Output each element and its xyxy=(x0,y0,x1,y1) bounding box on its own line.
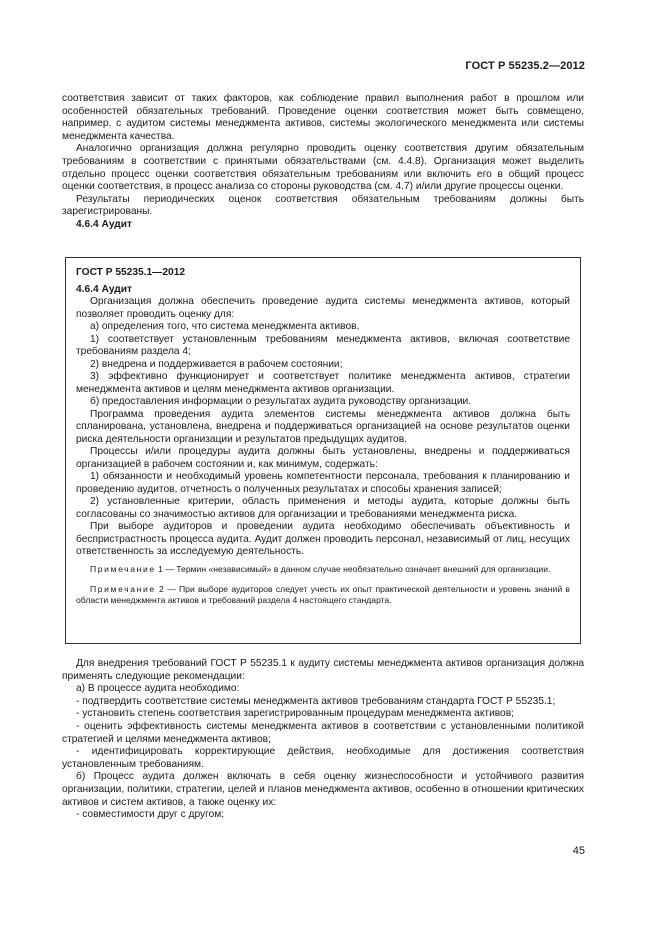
list-item: 2) внедрена и поддерживается в рабочем состоянии; xyxy=(90,358,343,370)
paragraph: соответствия зависит от таких факторов, как соблюдение правил выполнения работ в прошлом или особенностей обязательных требований. Проведение оценки соответствия может быть совмещено, например, с аудитом системы менеджмента активов, системы экологического менеджмента или системы менеджмента качества. xyxy=(62,93,584,142)
list-item: 2) установленные критерии, область применения и методы аудита, которые должны быть согласованы со значимостью активов для организации и требованиями менеджмента риска. xyxy=(76,496,570,520)
note xyxy=(76,584,570,607)
quoted-standard-title: ГОСТ Р 55235.1—2012 xyxy=(76,267,186,278)
list-item: а) определения того, что система менеджмента активов. xyxy=(90,321,360,332)
quoted-standard-box xyxy=(65,257,581,644)
note xyxy=(76,564,570,576)
bottom-text-block xyxy=(62,658,584,822)
note-text: 2 — При выборе аудиторов следует учесть их опыт практической деятельности и уровень знаний в области менеджмента активов и требований раздела 4 настоящего стандарта. xyxy=(76,583,570,606)
bullet-item: - идентифицировать корректирующие действия, необходимые для достижения соответствия установленным требованиям. xyxy=(62,746,584,770)
section-heading: 4.6.4 Аудит xyxy=(76,218,132,230)
bullet-item: - установить степень соответствия зарегистрированным процедурам менеджмента активов; xyxy=(76,708,514,720)
page-number: 45 xyxy=(572,845,585,857)
list-item: 1) обязанности и необходимый уровень компетентности персонала, требования к планированию и проведению аудитов, отчетность о полученных результатах и способы хранения записей; xyxy=(76,471,570,495)
paragraph: Программа проведения аудита элементов системы менеджмента активов должна быть спланирована, установлена, внедрена и поддерживаться организацией на основе результатов оценки риска деятельности организации и результатов предыдущих аудитов. xyxy=(76,408,570,445)
quoted-standard-content xyxy=(76,267,570,615)
paragraph: Аналогично организация должна регулярно проводить оценку соответствия другим обязательным требованиям в соответствии с принятыми обязательствами (см. 4.4.8). Организация может выделить отдельно процесс оценки соответствия обязательным требованиям или включить его в общий процесс оценки соответствия, в процесс анализа со стороны руководства (см. 4.7) и/или другие процессы оценки. xyxy=(62,143,584,193)
note-label: Примечание xyxy=(90,583,156,594)
note-label: Примечание xyxy=(90,563,156,574)
note-text: 1 — Термин «независимый» в данном случае необязательно означает внешний для организации. xyxy=(158,563,551,574)
list-item: б) предоставления информации о результатах аудита руководству организации. xyxy=(90,396,472,407)
paragraph: б) Процесс аудита должен включать в себя оценку жизнеспособности и устойчивого развития организации, политики, стратегии, целей и планов менеджмента активов, особенно в отношении критических активов и систем активов, а также оценку их: xyxy=(62,771,584,808)
top-text-block xyxy=(62,93,584,232)
paragraph: При выборе аудиторов и проведении аудита необходимо обеспечивать объективность и беспристрастность процесса аудита. Аудит должен проводить персонал, независимый от лиц, несущих ответственность за исследуемую деятельность. xyxy=(76,521,570,557)
bullet-item: - подтвердить соответствие системы менеджмента активов требованиям стандарта ГОСТ Р 55235.1; xyxy=(76,695,556,707)
bullet-item: - оценить эффективность системы менеджмента активов в соответствии с установленными политикой стратегией и целями менеджмента активов; xyxy=(62,720,584,745)
document-code-header: ГОСТ Р 55235.2—2012 xyxy=(465,60,585,72)
quoted-section-heading: 4.6.4 Аудит xyxy=(76,283,132,295)
paragraph: Результаты периодических оценок соответствия обязательным требованиям должны быть зарегистрированы. xyxy=(62,193,584,218)
list-item: 3) эффективно функционирует и соответствует политике менеджмента активов, стратегии менеджмента активов и целям менеджмента активов организации. xyxy=(76,371,570,395)
paragraph: а) В процессе аудита необходимо: xyxy=(76,683,240,695)
list-item: 1) соответствует установленным требованиям менеджмента активов, включая соответствие требованиям раздела 4; xyxy=(76,333,570,357)
paragraph: Организация должна обеспечить проведение аудита системы менеджмента активов, который позволяет проводить оценку для: xyxy=(76,296,570,320)
paragraph: Процессы и/или процедуры аудита должны быть установлены, внедрены и поддерживаться организацией в рабочем состоянии и, как минимум, содержать: xyxy=(76,446,570,470)
bullet-item: - совместимости друг с другом; xyxy=(76,809,225,821)
paragraph: Для внедрения требований ГОСТ Р 55235.1 к аудиту системы менеджмента активов организация должна применять следующие рекомендации: xyxy=(62,658,584,682)
